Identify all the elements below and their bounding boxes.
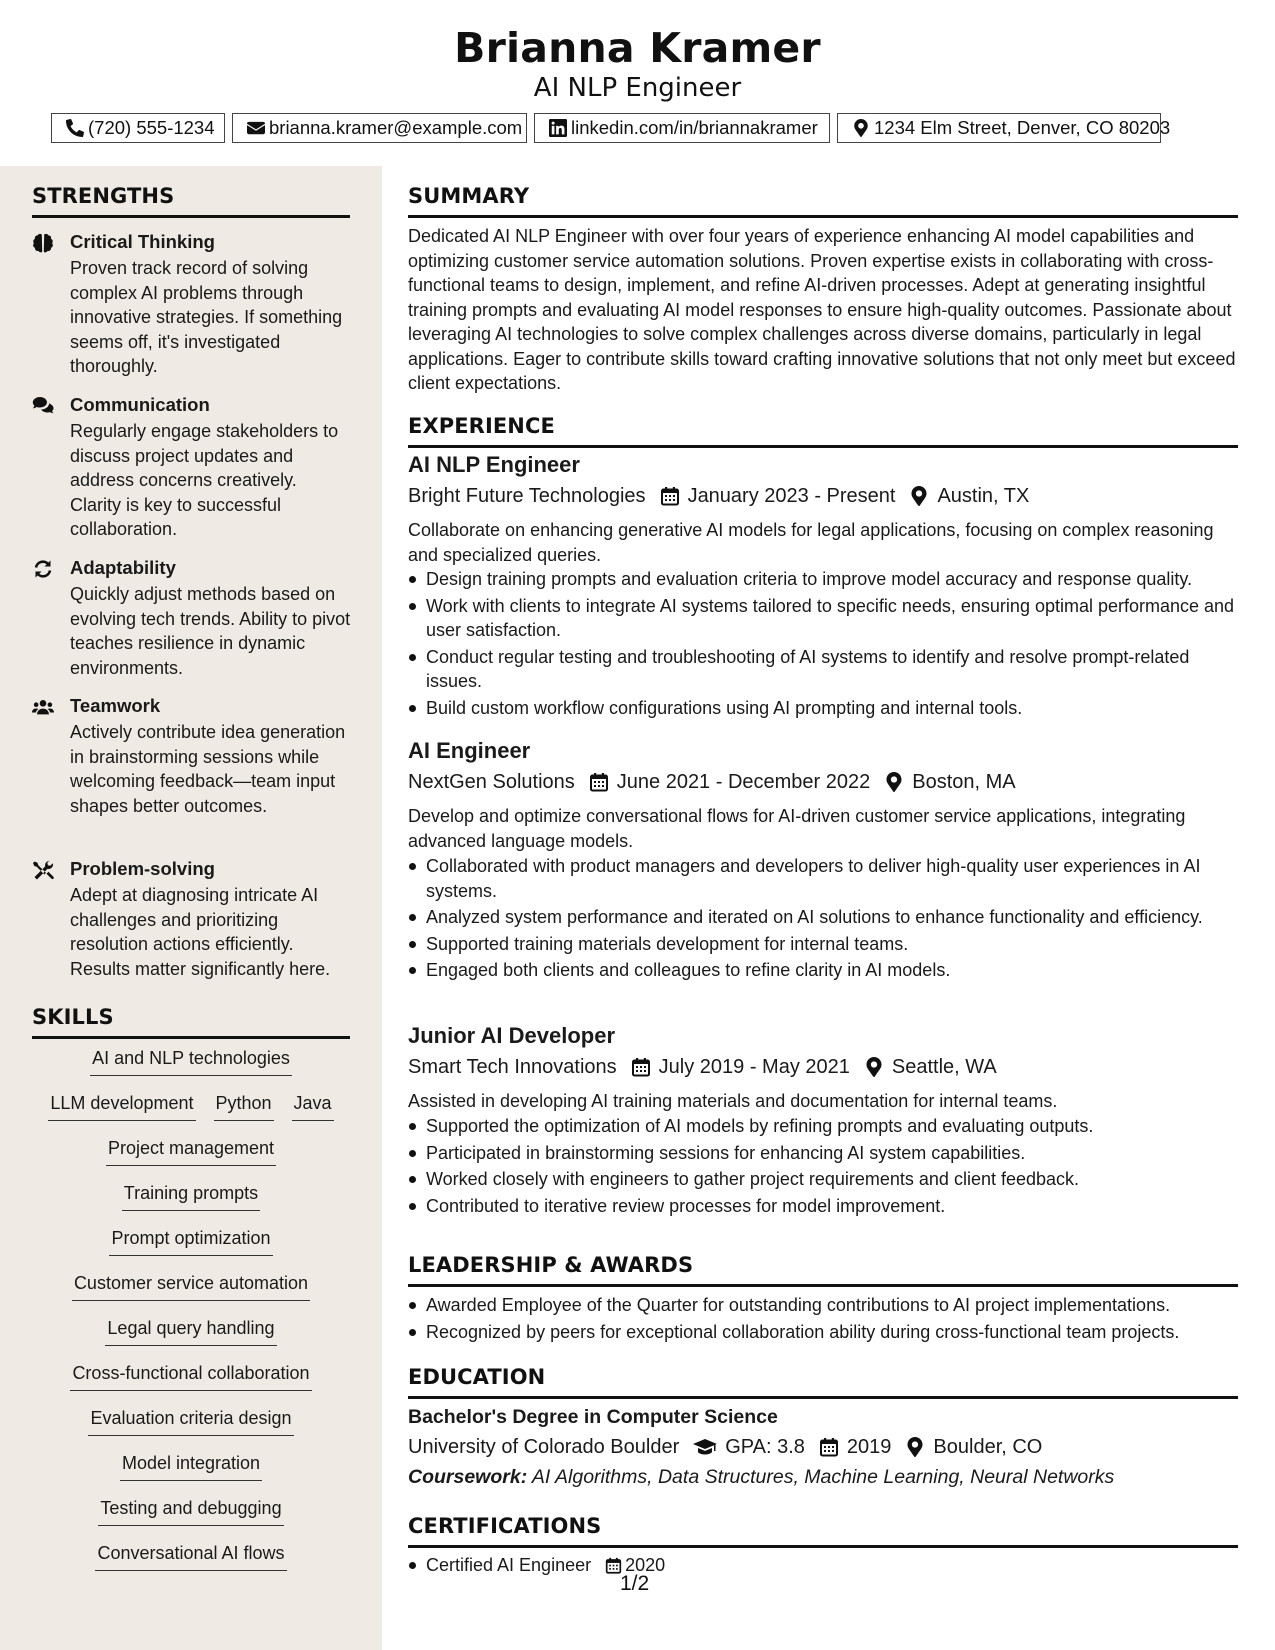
education-location: Boulder, CO	[933, 1436, 1043, 1458]
contact-phone[interactable]	[51, 113, 225, 143]
map-marker-icon	[909, 486, 929, 506]
contact-address[interactable]	[837, 113, 1171, 143]
job-description: Develop and optimize conversational flows for AI-driven customer service applications, integrating advanced language models.	[408, 806, 1186, 851]
skills-heading: SKILLS	[32, 1004, 350, 1039]
job-meta	[408, 1053, 997, 1081]
phone-text: (720) 555-1234	[88, 117, 215, 138]
job-description: Assisted in developing AI training materials and documentation for internal teams.	[408, 1091, 1058, 1111]
phone-icon	[66, 119, 84, 137]
email-text: brianna.kramer@example.com	[269, 117, 523, 138]
skill-row	[32, 1226, 350, 1271]
users-icon	[32, 697, 54, 717]
candidate-title: AI NLP Engineer	[533, 73, 742, 103]
skill-tag: Customer service automation	[72, 1271, 310, 1301]
list-item: Awarded Employee of the Quarter for outstanding contributions to AI project implementations.	[408, 1293, 1238, 1318]
job-bullets	[408, 1114, 1238, 1220]
skills-list	[32, 1046, 350, 1586]
summary-text: Dedicated AI NLP Engineer with over four years of experience enhancing AI model capabilities and optimizing customer service automation solutions. Proven expertise exists in collaborating with cross-functional teams to design, implement, and refine AI-driven processes. Adept at generating insightful training prompts and evaluating AI model responses to ensure high-quality outcomes. Passionate about leveraging AI technologies to solve complex challenges across diverse domains, particularly in legal applications. Eager to contribute skills toward crafting innovative solutions that not only meet but exceed client expectations.	[408, 226, 1236, 393]
skill-tag: Cross-functional collaboration	[70, 1361, 311, 1391]
skill-tag: Evaluation criteria design	[88, 1406, 293, 1436]
candidate-name: Brianna Kramer	[454, 24, 821, 72]
skill-row	[32, 1316, 350, 1361]
job-location: Seattle, WA	[891, 1056, 997, 1078]
map-marker-icon	[884, 772, 904, 792]
page-number: 1/2	[620, 1572, 650, 1595]
calendar-icon	[819, 1437, 839, 1457]
skill-row	[32, 1541, 350, 1586]
job-dates: July 2019 - May 2021	[658, 1056, 850, 1078]
skill-tag: Training prompts	[122, 1181, 260, 1211]
strength-name: Problem-solving	[70, 858, 215, 879]
leadership-bullets	[408, 1293, 1238, 1346]
strength-desc: Proven track record of solving complex AI problems through innovative strategies. If something seems off, it's investigated thoroughly.	[70, 258, 343, 376]
comments-icon	[32, 396, 54, 416]
skill-row	[32, 1406, 350, 1451]
contact-email[interactable]	[232, 113, 527, 143]
list-item: Worked closely with engineers to gather project requirements and client feedback.	[408, 1167, 1238, 1192]
strength-item	[32, 230, 352, 376]
envelope-icon	[247, 119, 265, 137]
leadership-heading: LEADERSHIP & AWARDS	[408, 1252, 1238, 1287]
map-marker-icon	[852, 119, 870, 137]
list-item: Contributed to iterative review processes for model improvement.	[408, 1194, 1238, 1219]
skill-row	[32, 1181, 350, 1226]
skill-tag: LLM development	[48, 1091, 195, 1121]
list-item: Supported training materials development for internal teams.	[408, 932, 1238, 957]
job-description: Collaborate on enhancing generative AI models for legal applications, focusing on complex reasoning and specialized queries.	[408, 520, 1214, 565]
skill-row	[32, 1136, 350, 1181]
certifications-heading: CERTIFICATIONS	[408, 1513, 1238, 1548]
job-company: NextGen Solutions	[408, 771, 575, 793]
education-heading: EDUCATION	[408, 1364, 1238, 1399]
job-company: Smart Tech Innovations	[408, 1056, 617, 1078]
strength-name: Critical Thinking	[70, 231, 215, 252]
strength-desc: Regularly engage stakeholders to discuss project updates and address concerns creatively. Clarity is key to successful collaboration.	[70, 421, 339, 539]
job-meta	[408, 768, 1016, 796]
skill-tag: Java	[292, 1091, 334, 1121]
contact-linkedin[interactable]	[534, 113, 830, 143]
calendar-icon	[589, 772, 609, 792]
calendar-icon	[631, 1057, 651, 1077]
address-text: 1234 Elm Street, Denver, CO 80203	[874, 117, 1171, 138]
education-coursework	[408, 1464, 1114, 1490]
strength-item	[32, 393, 352, 539]
education-year: 2019	[846, 1436, 892, 1458]
strength-name: Adaptability	[70, 557, 176, 578]
list-item: Collaborated with product managers and developers to deliver high-quality user experiences in AI systems.	[408, 854, 1238, 903]
strength-desc: Quickly adjust methods based on evolving tech trends. Ability to pivot teaches resilience in dynamic environments.	[70, 584, 351, 678]
calendar-icon	[605, 1557, 622, 1574]
contact-bar	[51, 113, 1221, 143]
skill-row	[32, 1496, 350, 1541]
list-item: Build custom workflow configurations using AI prompting and internal tools.	[408, 696, 1238, 721]
job-title: AI NLP Engineer	[408, 452, 580, 477]
coursework-list: AI Algorithms, Data Structures, Machine Learning, Neural Networks	[531, 1466, 1115, 1488]
list-item: Work with clients to integrate AI systems tailored to specific needs, ensuring optimal performance and user satisfaction.	[408, 594, 1238, 643]
job-title: AI Engineer	[408, 738, 531, 763]
strength-item	[32, 694, 352, 834]
list-item: Recognized by peers for exceptional collaboration ability during cross-functional team projects.	[408, 1320, 1238, 1345]
strength-item	[32, 556, 352, 678]
education-degree: Bachelor's Degree in Computer Science	[408, 1406, 778, 1428]
list-item: Supported the optimization of AI models by refining prompts and evaluating outputs.	[408, 1114, 1238, 1139]
strength-name: Teamwork	[70, 695, 161, 716]
list-item: Analyzed system performance and iterated on AI solutions to enhance functionality and efficiency.	[408, 905, 1238, 930]
strength-desc: Actively contribute idea generation in brainstorming sessions while welcoming feedback—team input shapes better outcomes.	[70, 722, 346, 816]
strengths-heading: STRENGTHS	[32, 183, 350, 218]
skill-tag: Conversational AI flows	[95, 1541, 286, 1571]
skill-row	[32, 1451, 350, 1496]
education-school: University of Colorado Boulder	[408, 1436, 680, 1458]
skill-row	[32, 1271, 350, 1316]
skill-tag: Prompt optimization	[109, 1226, 272, 1256]
skill-row	[32, 1091, 350, 1136]
linkedin-icon	[549, 119, 567, 137]
resume-header	[0, 22, 1275, 104]
job-title: Junior AI Developer	[408, 1023, 616, 1048]
skill-row	[32, 1361, 350, 1406]
strength-desc: Adept at diagnosing intricate AI challenges and prioritizing resolution actions efficiently. Results matter significantly here.	[70, 885, 331, 979]
experience-heading: EXPERIENCE	[408, 413, 1238, 448]
list-item: Engaged both clients and colleagues to refine clarity in AI models.	[408, 958, 1238, 983]
list-item: Design training prompts and evaluation criteria to improve model accuracy and response quality.	[408, 567, 1238, 592]
sync-icon	[32, 559, 54, 579]
education-meta	[408, 1433, 1042, 1461]
job-dates: June 2021 - December 2022	[616, 771, 871, 793]
skill-tag: Python	[214, 1091, 274, 1121]
job-dates: January 2023 - Present	[687, 485, 896, 507]
list-item: Participated in brainstorming sessions for enhancing AI system capabilities.	[408, 1141, 1238, 1166]
brain-icon	[32, 233, 54, 253]
job-location: Austin, TX	[937, 485, 1030, 507]
map-marker-icon	[905, 1437, 925, 1457]
calendar-icon	[660, 486, 680, 506]
skill-tag: Project management	[106, 1136, 276, 1166]
skill-tag: Testing and debugging	[98, 1496, 283, 1526]
tools-icon	[32, 860, 54, 880]
certification-name: Certified AI Engineer	[426, 1555, 592, 1575]
job-bullets	[408, 854, 1238, 985]
skill-row	[32, 1046, 350, 1091]
list-item: Conduct regular testing and troubleshooting of AI systems to identify and resolve prompt-related issues.	[408, 645, 1238, 694]
job-location: Boston, MA	[912, 771, 1016, 793]
skill-tag: Model integration	[120, 1451, 262, 1481]
job-meta	[408, 482, 1029, 510]
strength-item	[32, 857, 352, 979]
job-company: Bright Future Technologies	[408, 485, 646, 507]
coursework-label: Coursework:	[408, 1466, 528, 1488]
education-gpa: GPA: 3.8	[725, 1436, 805, 1458]
linkedin-text: linkedin.com/in/briannakramer	[571, 117, 818, 138]
skill-tag: Legal query handling	[105, 1316, 276, 1346]
skill-tag: AI and NLP technologies	[90, 1046, 292, 1076]
map-marker-icon	[864, 1057, 884, 1077]
certification-year: 2020	[625, 1555, 666, 1575]
strength-name: Communication	[70, 394, 210, 415]
summary-heading: SUMMARY	[408, 183, 1238, 218]
job-bullets	[408, 567, 1238, 722]
graduation-cap-icon	[693, 1437, 717, 1457]
